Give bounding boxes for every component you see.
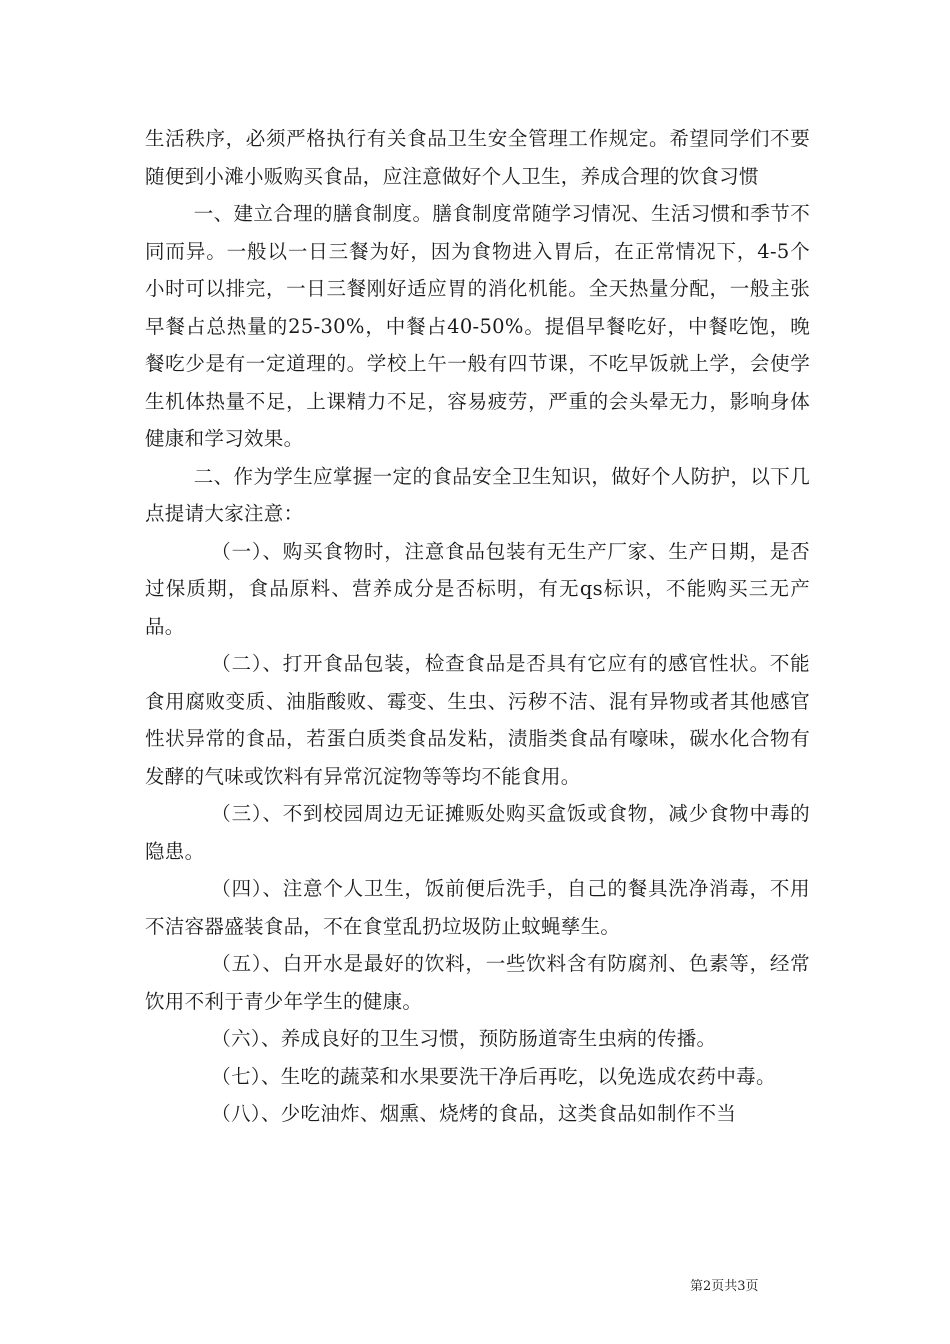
paragraph-section-two: 二、作为学生应掌握一定的食品安全卫生知识，做好个人防护，以下几点提请大家注意： bbox=[145, 464, 810, 525]
paragraph-item-8: （八）、少吃油炸、烟熏、烧烤的食品，这类食品如制作不当 bbox=[211, 1102, 737, 1125]
paragraph-item-1: （一）、购买食物时，注意食品包装有无生产厂家、生产日期，是否过保质期，食品原料、营养成分是否标明，有无qs标识，不能购买三无产品。 bbox=[145, 539, 810, 638]
paragraph-section-one: 一、建立合理的膳食制度。膳食制度常随学习情况、生活习惯和季节不同而异。一般以一日三餐为好，因为食物进入胃后，在正常情况下，4-5个小时可以排完，一日三餐刚好适应胃的消化机能。全天热量分配，一般主张早餐占总热量的25-30%，中餐占40-50%。提倡早餐吃好，中餐吃饱，晚餐吃少是有一定道理的。学校上午一般有四节课，不吃早饭就上学，会使学生机体热量不足，上课精力不足，容易疲劳，严重的会头晕无力，影响身体健康和学习效果。 bbox=[145, 202, 810, 450]
paragraph-item-4: （四）、注意个人卫生，饭前便后洗手，自己的餐具洗净消毒，不用不洁容器盛装食品，不在食堂乱扔垃圾防止蚊蝇孳生。 bbox=[145, 877, 810, 938]
paragraph-item-5: （五）、白开水是最好的饮料，一些饮料含有防腐剂、色素等，经常饮用不利于青少年学生的健康。 bbox=[145, 952, 810, 1013]
paragraph-item-2: （二）、打开食品包装，检查食品是否具有它应有的感官性状。不能食用腐败变质、油脂酸败、霉变、生虫、污秽不洁、混有异物或者其他感官性状异常的食品，若蛋白质类食品发粘，渍脂类食品有嚎味，碳水化合物有发酵的气味或饮料有异常沉淀物等等均不能食用。 bbox=[145, 652, 810, 788]
document-body bbox=[145, 120, 810, 1133]
paragraph-item-3: （三）、不到校园周边无证摊贩处购买盒饭或食物，减少食物中毒的隐患。 bbox=[145, 802, 810, 863]
paragraph-intro-continuation: 生活秩序，必须严格执行有关食品卫生安全管理工作规定。希望同学们不要随便到小滩小贩购买食品，应注意做好个人卫生，养成合理的饮食习惯 bbox=[145, 127, 810, 188]
paragraph-item-7: （七）、生吃的蔬菜和水果要洗干净后再吃，以免选成农药中毒。 bbox=[211, 1064, 776, 1088]
page-number-footer: 第2页共3页 bbox=[690, 1279, 759, 1294]
paragraph-item-6: （六）、养成良好的卫生习惯，预防肠道寄生虫病的传播。 bbox=[211, 1027, 717, 1050]
